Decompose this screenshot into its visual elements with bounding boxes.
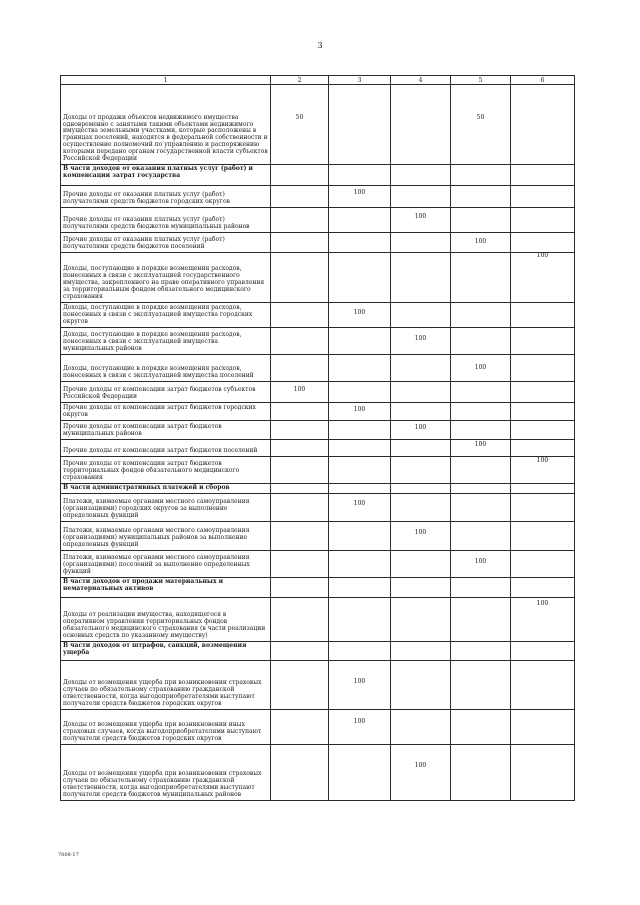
percent-value <box>451 328 510 336</box>
value-cell <box>271 253 329 303</box>
percent-value: 100 <box>474 558 487 565</box>
row-description: Прочие доходы от компенсации затрат бюджетов городских округов <box>61 403 271 421</box>
value-cell <box>329 440 391 457</box>
percent-value <box>271 661 328 679</box>
value-cell <box>451 522 511 551</box>
value-cell <box>391 208 451 233</box>
table-row <box>61 440 575 457</box>
value-cell <box>511 551 575 578</box>
percent-value <box>391 85 450 115</box>
percent-value <box>511 233 574 239</box>
percent-value <box>511 421 574 425</box>
row-description: Доходы от продажи объектов недвижимого имущества одновременно с занятыми такими объектами недвижимого имущества земельными участками, которые расположены в границах поселений, находятся в федеральной собственности и осуществление полномочий по управлению и распоряжению которыми передано органам государственной власти субъектов Российской Федерации <box>61 85 271 165</box>
value-cell <box>391 484 451 494</box>
value-cell <box>451 85 511 165</box>
value-cell <box>271 208 329 233</box>
column-header: 3 <box>329 76 391 85</box>
table-row <box>61 551 575 578</box>
percent-value <box>391 403 450 407</box>
percent-value <box>329 355 390 365</box>
table-row <box>61 253 575 303</box>
value-cell <box>391 578 451 598</box>
table-row <box>61 661 575 710</box>
value-cell <box>391 403 451 421</box>
column-header: 6 <box>511 76 575 85</box>
row-description: Доходы от возмещения ущерба при возникновении страховых случаев по обязательному страхованию гражданской ответственности, когда выгодоприобретателями выступают получатели средств бюджетов городских округов <box>61 661 271 710</box>
percent-value <box>451 710 510 719</box>
percent-value <box>391 440 450 442</box>
value-cell <box>391 551 451 578</box>
value-cell <box>451 208 511 233</box>
percent-value <box>511 522 574 530</box>
table-row <box>61 522 575 551</box>
value-cell <box>511 382 575 403</box>
percent-value: 100 <box>536 252 549 259</box>
value-cell <box>391 303 451 328</box>
percent-value <box>511 85 574 115</box>
value-cell <box>511 661 575 710</box>
value-cell <box>271 403 329 421</box>
percent-value <box>511 494 574 501</box>
value-cell <box>329 186 391 208</box>
value-cell <box>271 421 329 440</box>
value-cell <box>271 186 329 208</box>
percent-value <box>511 745 574 763</box>
percent-value <box>511 661 574 679</box>
value-cell <box>451 186 511 208</box>
value-cell <box>511 421 575 440</box>
value-cell <box>391 710 451 745</box>
percent-value <box>511 551 574 559</box>
percent-value <box>329 421 390 425</box>
percent-value <box>271 303 328 310</box>
value-cell <box>451 494 511 522</box>
row-description: Доходы, поступающие в порядке возмещения расходов, понесенных в связи с эксплуатацией имущества городских округов <box>61 303 271 328</box>
value-cell <box>511 710 575 745</box>
value-cell <box>451 745 511 801</box>
value-cell <box>511 303 575 328</box>
value-cell <box>271 233 329 253</box>
value-cell <box>329 208 391 233</box>
value-cell <box>329 457 391 484</box>
value-cell <box>271 85 329 165</box>
value-cell <box>511 233 575 253</box>
page-number: 3 <box>317 41 323 50</box>
value-cell <box>511 355 575 382</box>
row-description: Прочие доходы от оказания платных услуг (работ) получателями средств бюджетов поселений <box>61 233 271 253</box>
table-row <box>61 186 575 208</box>
value-cell <box>391 661 451 710</box>
value-cell <box>391 253 451 303</box>
value-cell <box>511 328 575 355</box>
percent-value <box>511 440 574 442</box>
percent-value <box>329 457 390 458</box>
value-cell <box>511 457 575 484</box>
table-row <box>61 421 575 440</box>
value-cell <box>451 421 511 440</box>
value-cell <box>451 578 511 598</box>
row-description: Прочие доходы от оказания платных услуг (работ) получателями средств бюджетов городских округов <box>61 186 271 208</box>
value-cell <box>451 355 511 382</box>
value-cell <box>271 440 329 457</box>
percent-value <box>391 661 450 679</box>
value-cell <box>451 440 511 457</box>
table-row <box>61 382 575 403</box>
percent-value: 100 <box>353 309 366 316</box>
percent-value <box>391 494 450 501</box>
value-cell <box>511 165 575 186</box>
column-header: 5 <box>451 76 511 85</box>
value-cell <box>271 328 329 355</box>
percent-value <box>451 598 510 601</box>
value-cell <box>329 578 391 598</box>
percent-value <box>511 710 574 719</box>
percent-value: 100 <box>353 189 366 196</box>
row-description: Доходы от реализации имущества, находящегося в оперативном управлении территориальных фондов обязательного медицинского страхования (в части реализации основных средств по указанному имуществу) <box>61 598 271 642</box>
row-description: Доходы от возмещения ущерба при возникновении иных страховых случаев, когда выгодоприобретателями выступают получатели средств бюджетов городских округов <box>61 710 271 745</box>
value-cell <box>271 745 329 801</box>
percent-value <box>391 355 450 365</box>
percent-value <box>329 233 390 239</box>
value-cell <box>511 440 575 457</box>
value-cell <box>511 598 575 642</box>
value-cell <box>391 598 451 642</box>
percent-value <box>271 598 328 601</box>
table-row <box>61 457 575 484</box>
value-cell <box>511 522 575 551</box>
percent-value <box>451 457 510 458</box>
value-cell <box>271 642 329 661</box>
percent-value <box>271 186 328 190</box>
value-cell <box>451 328 511 355</box>
value-cell <box>511 484 575 494</box>
percent-value <box>511 403 574 407</box>
percent-value <box>511 303 574 310</box>
percent-value <box>391 598 450 601</box>
percent-value <box>451 421 510 425</box>
value-cell <box>329 303 391 328</box>
row-description: Прочие доходы от оказания платных услуг (работ) получателями средств бюджетов муниципальных районов <box>61 208 271 233</box>
percent-value <box>451 208 510 214</box>
value-cell <box>451 484 511 494</box>
table-row <box>61 85 575 165</box>
percent-value <box>451 303 510 310</box>
value-cell <box>391 382 451 403</box>
value-cell <box>451 253 511 303</box>
percent-value: 100 <box>414 762 427 769</box>
percent-value <box>271 403 328 407</box>
percent-value <box>271 494 328 501</box>
section-row <box>61 642 575 661</box>
percent-value: 100 <box>474 364 487 371</box>
table-row <box>61 745 575 801</box>
value-cell <box>451 598 511 642</box>
value-cell <box>391 522 451 551</box>
section-title: В части доходов от штрафов, санкций, возмещения ущерба <box>61 642 271 661</box>
value-cell <box>451 551 511 578</box>
table-row <box>61 598 575 642</box>
footer-code: 7008-17 <box>58 852 79 858</box>
value-cell <box>329 710 391 745</box>
value-cell <box>329 745 391 801</box>
table-row <box>61 328 575 355</box>
percent-value <box>451 382 510 387</box>
percent-value <box>271 745 328 763</box>
value-cell <box>391 328 451 355</box>
percent-value <box>329 382 390 387</box>
value-cell <box>511 745 575 801</box>
value-cell <box>329 355 391 382</box>
percent-value: 100 <box>536 600 549 607</box>
percent-value <box>271 551 328 559</box>
percent-value <box>271 355 328 365</box>
percent-value <box>511 382 574 387</box>
percent-value <box>271 440 328 442</box>
value-cell <box>391 355 451 382</box>
value-cell <box>271 661 329 710</box>
value-cell <box>511 494 575 522</box>
column-header: 2 <box>271 76 329 85</box>
section-row <box>61 484 575 494</box>
value-cell <box>329 253 391 303</box>
value-cell <box>451 382 511 403</box>
percent-value: 100 <box>353 406 366 413</box>
percent-value: 100 <box>353 678 366 685</box>
value-cell <box>511 186 575 208</box>
header-row <box>61 76 575 85</box>
value-cell <box>329 165 391 186</box>
percent-value <box>451 494 510 501</box>
percent-value <box>511 208 574 214</box>
section-title: В части доходов от оказания платных услуг (работ) и компенсации затрат государства <box>61 165 271 186</box>
percent-value: 100 <box>414 335 427 342</box>
value-cell <box>329 233 391 253</box>
section-row <box>61 165 575 186</box>
value-cell <box>451 642 511 661</box>
value-cell <box>511 403 575 421</box>
row-description: Прочие доходы от компенсации затрат бюджетов поселений <box>61 440 271 457</box>
table-row <box>61 355 575 382</box>
value-cell <box>271 578 329 598</box>
value-cell <box>391 165 451 186</box>
percent-value: 100 <box>536 457 549 464</box>
revenue-distribution-table <box>60 75 575 801</box>
percent-value: 100 <box>414 213 427 220</box>
value-cell <box>329 661 391 710</box>
percent-value: 100 <box>353 718 366 725</box>
percent-value <box>329 85 390 115</box>
percent-value <box>511 186 574 190</box>
value-cell <box>271 382 329 403</box>
percent-value <box>271 208 328 214</box>
value-cell <box>329 551 391 578</box>
percent-value <box>329 328 390 336</box>
value-cell <box>391 494 451 522</box>
value-cell <box>391 440 451 457</box>
percent-value <box>451 522 510 530</box>
row-description: Прочие доходы от компенсации затрат бюджетов территориальных фондов обязательного медицинского страхования <box>61 457 271 484</box>
section-row <box>61 578 575 598</box>
percent-value <box>329 440 390 442</box>
value-cell <box>511 578 575 598</box>
row-description: Доходы, поступающие в порядке возмещения расходов, понесенных в связи с эксплуатацией государственного имущества, закрепленного на праве оперативного управления за территориальным фондом обязательного медицинского страхования <box>61 253 271 303</box>
value-cell <box>451 233 511 253</box>
value-cell <box>329 403 391 421</box>
value-cell <box>271 355 329 382</box>
percent-value <box>451 186 510 190</box>
value-cell <box>451 661 511 710</box>
percent-value: 100 <box>414 529 427 536</box>
value-cell <box>329 484 391 494</box>
value-cell <box>271 522 329 551</box>
percent-value <box>271 710 328 719</box>
table-row <box>61 303 575 328</box>
percent-value <box>511 328 574 336</box>
value-cell <box>451 403 511 421</box>
table-row <box>61 494 575 522</box>
value-cell <box>329 642 391 661</box>
percent-value: 50 <box>295 114 304 121</box>
percent-value <box>271 457 328 458</box>
percent-value: 100 <box>414 424 427 431</box>
value-cell <box>451 710 511 745</box>
percent-value <box>451 403 510 407</box>
row-description: Прочие доходы от компенсации затрат бюджетов муниципальных районов <box>61 421 271 440</box>
percent-value <box>329 551 390 559</box>
row-description: Доходы, поступающие в порядке возмещения расходов, понесенных в связи с эксплуатацией имущества поселений <box>61 355 271 382</box>
percent-value <box>271 328 328 336</box>
table-row <box>61 403 575 421</box>
value-cell <box>391 745 451 801</box>
value-cell <box>271 551 329 578</box>
percent-value: 100 <box>474 441 487 448</box>
value-cell <box>391 233 451 253</box>
percent-value <box>271 421 328 425</box>
value-cell <box>329 328 391 355</box>
value-cell <box>451 457 511 484</box>
percent-value <box>329 745 390 763</box>
value-cell <box>511 253 575 303</box>
section-title: В части административных платежей и сборов <box>61 484 271 494</box>
value-cell <box>329 494 391 522</box>
percent-value <box>451 745 510 763</box>
value-cell <box>451 303 511 328</box>
column-header: 4 <box>391 76 451 85</box>
percent-value <box>511 355 574 365</box>
value-cell <box>511 85 575 165</box>
percent-value <box>329 208 390 214</box>
value-cell <box>329 598 391 642</box>
value-cell <box>511 642 575 661</box>
percent-value <box>391 303 450 310</box>
value-cell <box>271 598 329 642</box>
row-description: Доходы от возмещения ущерба при возникновении страховых случаев по обязательному страхованию гражданской ответственности, когда выгодоприобретателями выступают получатели средств бюджетов муниципальных районов <box>61 745 271 801</box>
value-cell <box>391 421 451 440</box>
percent-value <box>271 522 328 530</box>
value-cell <box>329 382 391 403</box>
percent-value <box>391 457 450 458</box>
value-cell <box>271 710 329 745</box>
percent-value <box>271 233 328 239</box>
row-description: Доходы, поступающие в порядке возмещения расходов, понесенных в связи с эксплуатацией имущества муниципальных районов <box>61 328 271 355</box>
value-cell <box>391 457 451 484</box>
value-cell <box>271 484 329 494</box>
percent-value <box>391 710 450 719</box>
value-cell <box>451 165 511 186</box>
percent-value: 100 <box>474 238 487 245</box>
value-cell <box>391 85 451 165</box>
row-description: Платежи, взимаемые органами местного самоуправления (организациями) городских округов за выполнение определенных функций <box>61 494 271 522</box>
value-cell <box>329 522 391 551</box>
percent-value: 50 <box>476 114 485 121</box>
value-cell <box>391 186 451 208</box>
percent-value <box>391 186 450 190</box>
value-cell <box>271 494 329 522</box>
percent-value <box>391 382 450 387</box>
percent-value: 100 <box>353 500 366 507</box>
value-cell <box>329 85 391 165</box>
percent-value <box>329 598 390 601</box>
percent-value <box>329 522 390 530</box>
percent-value <box>391 551 450 559</box>
section-title: В части доходов от продажи материальных и нематериальных активов <box>61 578 271 598</box>
value-cell <box>329 421 391 440</box>
percent-value <box>451 661 510 679</box>
value-cell <box>271 165 329 186</box>
value-cell <box>271 303 329 328</box>
value-cell <box>271 457 329 484</box>
value-cell <box>511 208 575 233</box>
percent-value: 100 <box>293 386 306 393</box>
table-row <box>61 710 575 745</box>
row-description: Платежи, взимаемые органами местного самоуправления (организациями) муниципальных районов за выполнение определенных функций <box>61 522 271 551</box>
table-row <box>61 208 575 233</box>
table-row <box>61 233 575 253</box>
value-cell <box>391 642 451 661</box>
percent-value <box>391 233 450 239</box>
row-description: Прочие доходы от компенсации затрат бюджетов субъектов Российской Федерации <box>61 382 271 403</box>
row-description: Платежи, взимаемые органами местного самоуправления (организациями) поселений за выполнение определенных функций <box>61 551 271 578</box>
column-header: 1 <box>61 76 271 85</box>
